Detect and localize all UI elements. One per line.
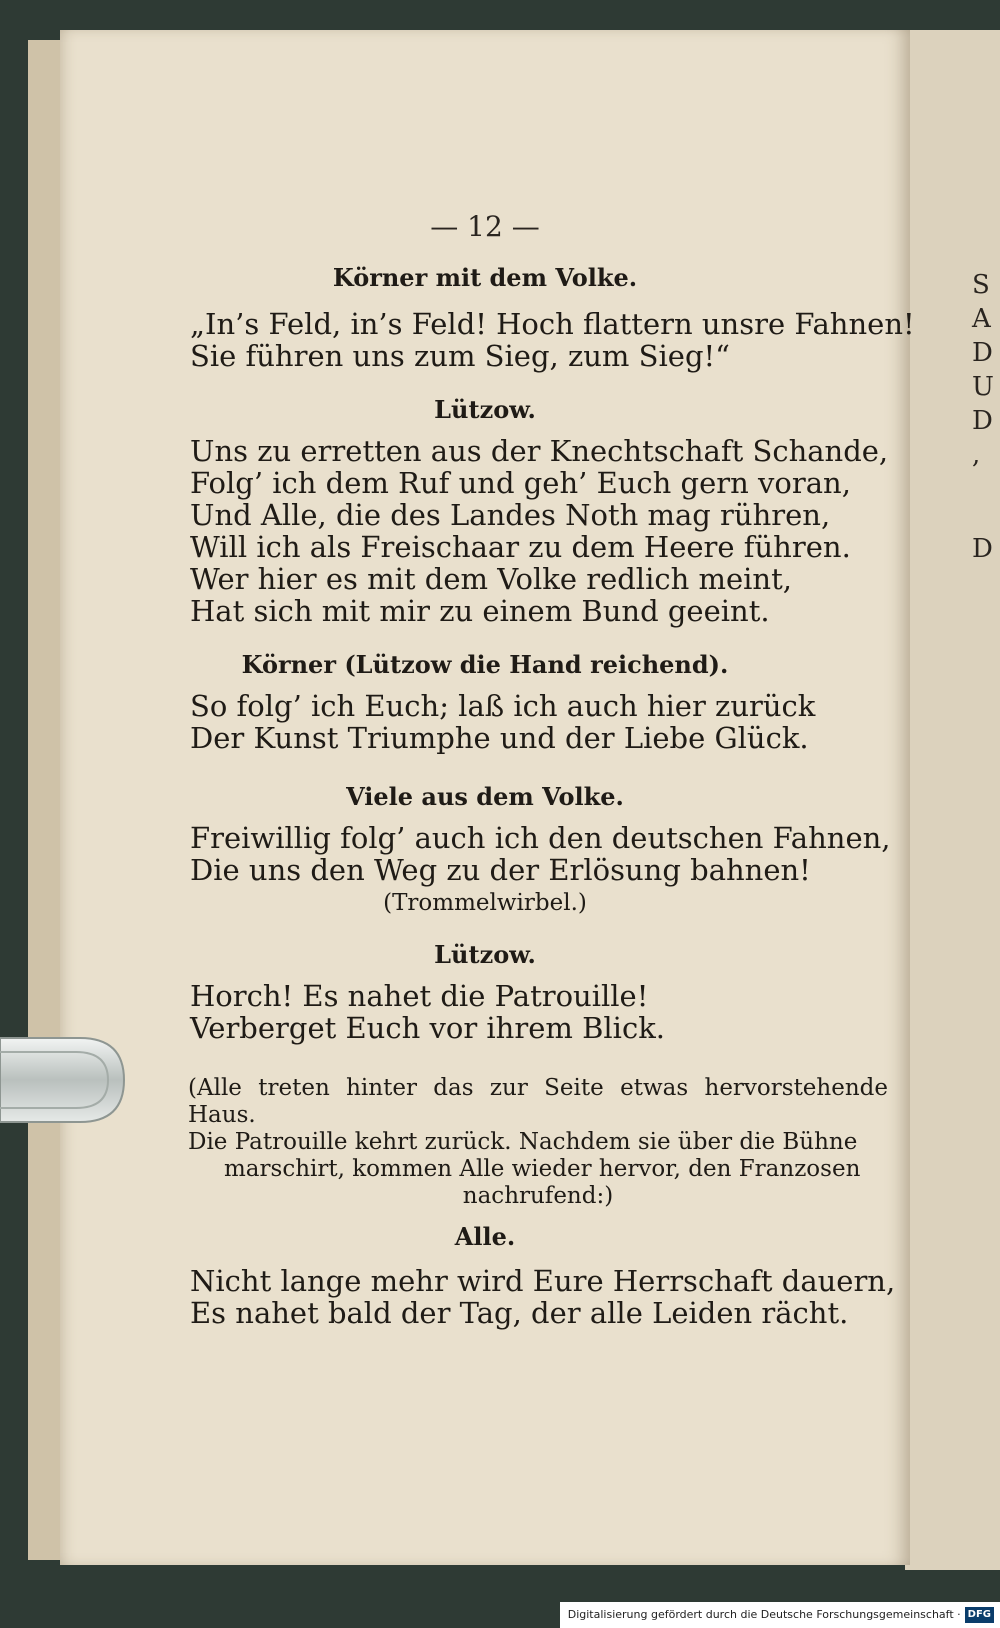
fragment: , — [972, 440, 981, 470]
direction-line: marschirt, kommen Alle wieder hervor, den Franzosen — [224, 1156, 861, 1182]
facing-page — [905, 30, 1000, 1570]
facing-page-fragments — [972, 270, 1000, 568]
verse-line: Wer hier es mit dem Volke redlich meint, — [190, 562, 792, 596]
page-number: — 12 — — [430, 210, 540, 243]
verse-line: Und Alle, die des Landes Noth mag rühren, — [190, 498, 831, 532]
verse-line: Uns zu erretten aus der Knechtschaft Schande, — [190, 434, 889, 468]
stage-direction: (Trommelwirbel.) — [383, 890, 587, 916]
speaker-heading: Körner mit dem Volke. — [332, 263, 638, 292]
verse-line: Folg’ ich dem Ruf und geh’ Euch gern voran, — [190, 466, 851, 500]
direction-line: Die Patrouille kehrt zurück. Nachdem sie über die Bühne — [188, 1129, 858, 1155]
verse-line: Horch! Es nahet die Patrouille! — [190, 979, 649, 1013]
verse-block — [190, 307, 915, 373]
verse-line: Will ich als Freischaar zu dem Heere führen. — [190, 530, 851, 564]
verse-line: Sie führen uns zum Sieg, zum Sieg!“ — [190, 339, 730, 373]
fragment: U — [972, 372, 994, 402]
verse-line: Verberget Euch vor ihrem Blick. — [190, 1011, 665, 1045]
direction-line: nachrufend:) — [462, 1183, 614, 1209]
page-clip-icon — [0, 1030, 128, 1130]
speaker-heading: Alle. — [454, 1222, 516, 1251]
speaker-heading: Lützow. — [434, 940, 536, 969]
verse-line: Der Kunst Triumphe und der Liebe Glück. — [190, 721, 809, 755]
speaker-heading: Viele aus dem Volke. — [346, 782, 624, 811]
direction-line: (Alle treten hinter das zur Seite etwas hervorstehende Haus. — [188, 1075, 888, 1128]
fragment: S — [972, 270, 990, 300]
digitization-credit — [560, 1602, 1000, 1628]
fragment: A — [972, 304, 991, 334]
verse-line: Hat sich mit mir zu einem Bund geeint. — [190, 594, 770, 628]
verse-line: „In’s Feld, in’s Feld! Hoch flattern unsre Fahnen! — [190, 307, 915, 341]
verse-line: Die uns den Weg zu der Erlösung bahnen! — [190, 853, 811, 887]
speaker-heading: Lützow. — [434, 395, 536, 424]
verse-block — [190, 980, 870, 1044]
dfg-logo: DFG — [965, 1607, 994, 1623]
fragment: D — [972, 406, 993, 436]
verse-line: Es nahet bald der Tag, der alle Leiden rächt. — [190, 1296, 849, 1330]
speaker-heading: Körner (Lützow die Hand reichend). — [241, 650, 729, 679]
verse-block — [190, 434, 889, 628]
stage-direction-block — [188, 1075, 888, 1210]
verse-line: Nicht lange mehr wird Eure Herrschaft dauern, — [190, 1264, 896, 1298]
verse-block — [190, 821, 891, 887]
book-page — [60, 30, 915, 1565]
verse-line: Freiwillig folg’ auch ich den deutschen Fahnen, — [190, 821, 891, 855]
fragment: D — [972, 534, 993, 564]
verse-block — [190, 690, 870, 754]
verse-line: So folg’ ich Euch; laß ich auch hier zurück — [190, 689, 816, 723]
verse-block — [190, 1264, 896, 1330]
fragment-gap — [972, 474, 1000, 534]
credit-text: Digitalisierung gefördert durch die Deutsche Forschungsgemeinschaft · — [567, 1608, 961, 1621]
fragment: D — [972, 338, 993, 368]
